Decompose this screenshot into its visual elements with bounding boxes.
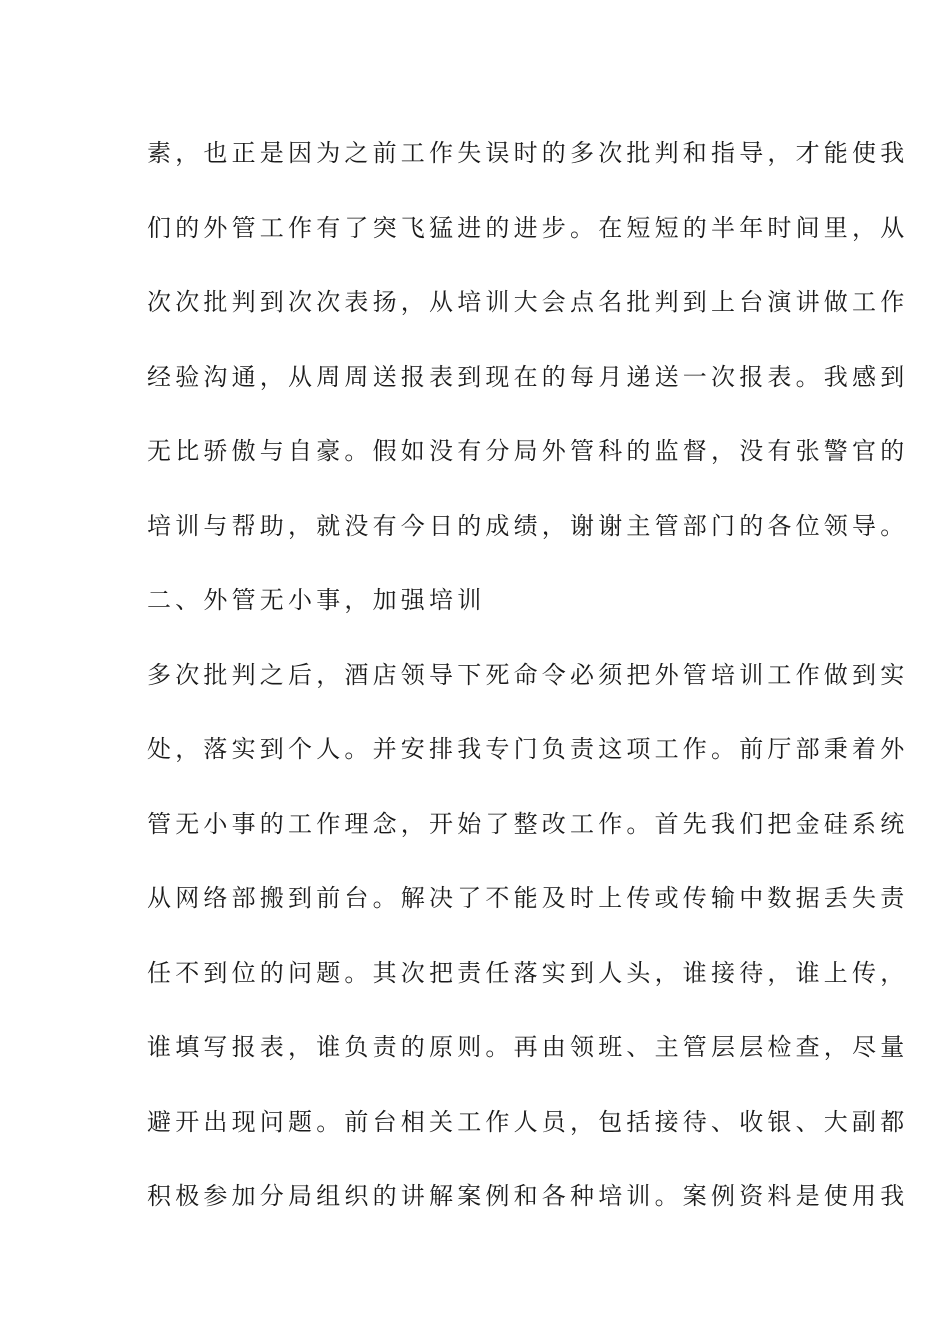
text-line-4: 经验沟通，从周周送报表到现在的每月递送一次报表。我感到	[147, 362, 909, 391]
text-line-2: 们的外管工作有了突飞猛进的进步。在短短的半年时间里，从	[147, 213, 909, 242]
text-line-13: 谁填写报表，谁负责的原则。再由领班、主管层层检查，尽量	[147, 1033, 909, 1061]
text-line-1: 素，也正是因为之前工作失误时的多次批判和指导，才能使我	[147, 139, 909, 167]
text-line-12: 任不到位的问题。其次把责任落实到人头，谁接待，谁上传，	[147, 958, 909, 987]
text-line-3: 次次批判到次次表扬，从培训大会点名批判到上台演讲做工作	[147, 288, 909, 316]
text-line-9: 处，落实到个人。并安排我专门负责这项工作。前厅部秉着外	[147, 735, 909, 763]
text-line-11: 从网络部搬到前台。解决了不能及时上传或传输中数据丢失责	[147, 884, 909, 912]
text-line-10: 管无小事的工作理念，开始了整改工作。首先我们把金硅系统	[147, 809, 909, 838]
body-text	[147, 130, 909, 1248]
text-line-14: 避开出现问题。前台相关工作人员，包括接待、收银、大副都	[147, 1107, 909, 1136]
text-line-5: 无比骄傲与自豪。假如没有分局外管科的监督，没有张警官的	[147, 437, 909, 465]
text-line-15: 积极参加分局组织的讲解案例和各种培训。案例资料是使用我	[147, 1182, 909, 1210]
text-line-8: 多次批判之后，酒店领导下死命令必须把外管培训工作做到实	[147, 660, 909, 689]
section-heading: 二、外管无小事，加强培训	[147, 586, 486, 614]
text-line-6: 培训与帮助，就没有今日的成绩，谢谢主管部门的各位领导。	[147, 511, 909, 540]
